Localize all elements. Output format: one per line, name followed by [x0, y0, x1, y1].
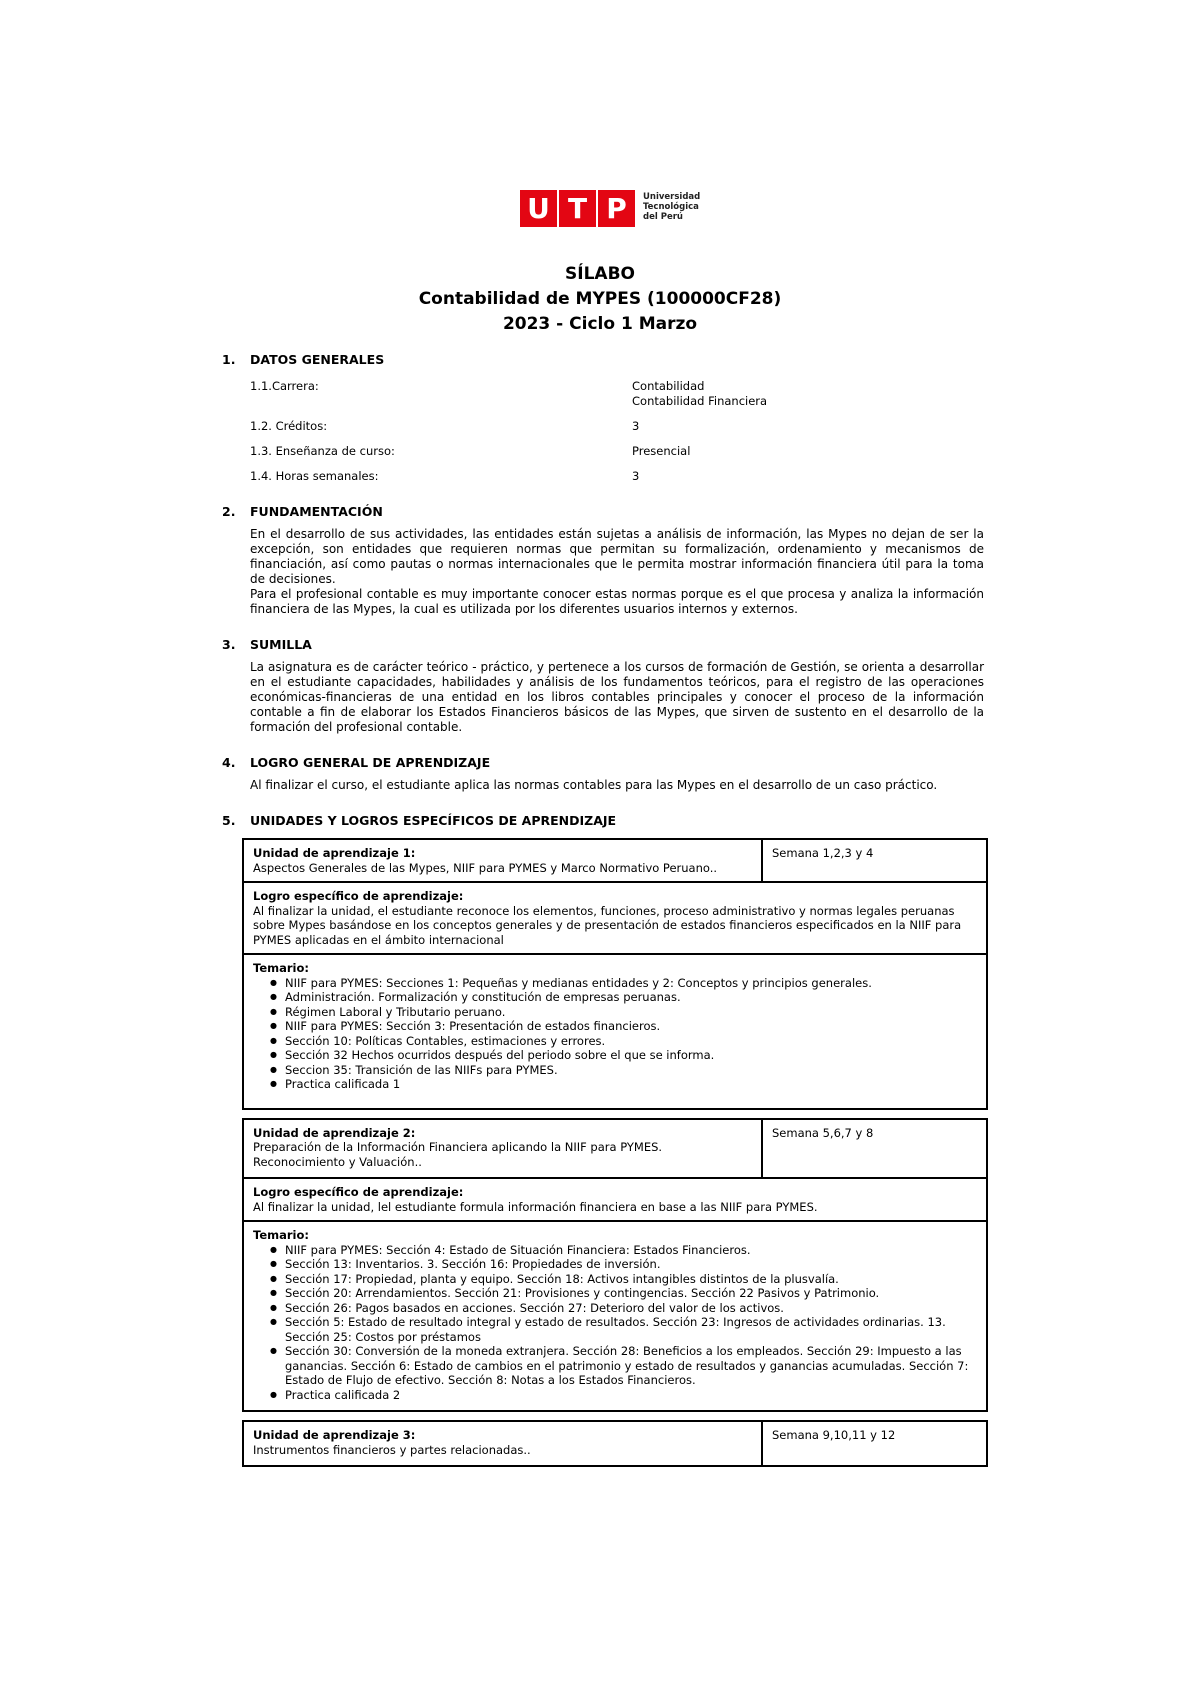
utp-logo	[520, 190, 700, 227]
logro-label: Logro específico de aprendizaje:	[253, 1185, 464, 1199]
section-number: 3.	[222, 637, 236, 652]
section-title: LOGRO GENERAL DE APRENDIZAJE	[250, 755, 491, 770]
logo-letter-p: P	[598, 190, 635, 227]
temario-item: ● Sección 10: Políticas Contables, estimaciones y errores.	[285, 1034, 978, 1049]
temario-item: ● Practica calificada 1	[285, 1077, 978, 1092]
row-value: 3	[632, 419, 640, 433]
career-value-2: Contabilidad Financiera	[632, 394, 768, 408]
section-datos-generales	[222, 352, 984, 484]
doc-title: SÍLABO	[565, 264, 635, 284]
unit-logro-cell	[244, 883, 986, 953]
row-value	[632, 379, 984, 409]
temario-item: ● Sección 13: Inventarios. 3. Sección 16: Propiedades de inversión.	[285, 1257, 978, 1272]
unit-temario-cell	[244, 1222, 986, 1410]
temario-item: ● NIIF para PYMES: Secciones 1: Pequeñas y medianas entidades y 2: Conceptos y principios generales.	[285, 976, 978, 991]
row-label: 1.4. Horas semanales:	[250, 469, 379, 483]
unit-temario-row	[244, 1222, 986, 1410]
temario-list	[253, 976, 978, 1092]
section-logro-general	[222, 755, 984, 793]
unit-description: Preparación de la Información Financiera aplicando la NIIF para PYMES.	[253, 1140, 663, 1154]
temario-item: ● Administración. Formalización y constitución de empresas peruanas.	[285, 990, 978, 1005]
section-paragraph: Al finalizar el curso, el estudiante aplica las normas contables para las Mypes en el desarrollo de un caso práctico.	[250, 778, 938, 792]
course-title: Contabilidad de MYPES (100000CF28)	[418, 289, 782, 309]
general-row-ensenanza	[250, 444, 984, 459]
unit-header-row	[244, 840, 986, 883]
unit-header-cell	[244, 1422, 763, 1465]
logo-letter-t: T	[559, 190, 596, 227]
unit-table-1	[242, 838, 988, 1110]
logo-sub-line-2: Tecnológica	[643, 202, 699, 212]
section-heading	[222, 637, 984, 652]
unit-weeks: Semana 9,10,11 y 12	[772, 1428, 896, 1442]
temario-item: ● Sección 30: Conversión de la moneda extranjera. Sección 28: Beneficios a los empleados. Sección 29: Impuesto a las ganancias. Sección 6: Estado de cambios en el patrimonio y estado de resultados y ganancias acumuladas. Sección 7: Estado de Flujo de efectivo. Sección 8: Notas a los Estados Financieros.	[285, 1344, 978, 1388]
temario-label: Temario:	[253, 961, 309, 975]
temario-item: ● Sección 5: Estado de resultado integral y estado de resultados. Sección 23: Ingresos de actividades ordinarias. 13. Sección 25: Costos por préstamos	[285, 1315, 978, 1344]
unit-label: Unidad de aprendizaje 3:	[253, 1428, 416, 1442]
unit-logro-row	[244, 883, 986, 955]
unit-label: Unidad de aprendizaje 1:	[253, 846, 416, 860]
general-row-carrera	[250, 379, 984, 409]
career-value: Contabilidad	[632, 379, 705, 393]
general-row-creditos	[250, 419, 984, 434]
general-data-table	[250, 379, 984, 484]
temario-item: ● Practica calificada 2	[285, 1388, 978, 1403]
row-label: 1.3. Enseñanza de curso:	[250, 444, 395, 458]
section-heading	[222, 813, 984, 828]
section-title: SUMILLA	[250, 637, 312, 652]
course-period: 2023 - Ciclo 1 Marzo	[502, 314, 698, 334]
unit-temario-cell	[244, 955, 986, 1108]
logro-text: Al finalizar la unidad, lel estudiante formula información financiera en base a las NIIF para PYMES.	[253, 1199, 818, 1214]
section-heading	[222, 504, 984, 519]
paragraph-2: Para el profesional contable es muy importante conocer estas normas porque es el que procesa y analiza la información financiera de las Mypes, la cual es utilizada por los diferentes usuarios internos y externos.	[250, 587, 984, 616]
unit-weeks: Semana 5,6,7 y 8	[772, 1125, 874, 1140]
document-header	[0, 262, 1200, 337]
temario-item: ● Seccion 35: Transición de las NIIFs para PYMES.	[285, 1063, 978, 1078]
section-heading	[222, 352, 984, 367]
temario-item: ● Sección 32 Hechos ocurridos después del periodo sobre el que se informa.	[285, 1048, 978, 1063]
temario-item: ● Régimen Laboral y Tributario peruano.	[285, 1005, 978, 1020]
section-unidades	[222, 813, 984, 1467]
unit-header-cell	[244, 1120, 763, 1178]
unit-logro-cell	[244, 1179, 986, 1220]
general-row-horas	[250, 469, 984, 484]
unit-description-2: Reconocimiento y Valuación..	[253, 1154, 422, 1169]
unit-weeks: Semana 1,2,3 y 4	[772, 846, 874, 860]
temario-item: ● NIIF para PYMES: Sección 3: Presentación de estados financieros.	[285, 1019, 978, 1034]
unit-temario-row	[244, 955, 986, 1108]
temario-label: Temario:	[253, 1228, 309, 1242]
temario-item: ● Sección 26: Pagos basados en acciones. Sección 27: Deterioro del valor de los activos.	[285, 1301, 978, 1316]
section-sumilla	[222, 637, 984, 735]
section-number: 5.	[222, 813, 236, 828]
logo-letter-u: U	[520, 190, 557, 227]
row-label: 1.1.Carrera:	[250, 379, 319, 393]
logo-sub-line-1: Universidad	[643, 192, 701, 202]
section-number: 1.	[222, 352, 236, 367]
unit-description: Aspectos Generales de las Mypes, NIIF para PYMES y Marco Normativo Peruano..	[253, 860, 718, 875]
paragraph-1: En el desarrollo de sus actividades, las entidades están sujetas a análisis de información, las Mypes no dejan de ser la excepción, son entidades que requieren normas que permitan su formalización, ordenamiento y mecanismos de financiación, así como pautas o normas internacionales que le permita mostrar información financiera útil para la toma de decisiones.	[250, 527, 984, 586]
row-label: 1.2. Créditos:	[250, 419, 328, 433]
section-number: 2.	[222, 504, 236, 519]
row-value: Presencial	[632, 444, 691, 458]
section-title: DATOS GENERALES	[250, 352, 385, 367]
unit-description: Instrumentos financieros y partes relacionadas..	[253, 1442, 531, 1457]
unit-table-2	[242, 1118, 988, 1413]
document-body	[222, 352, 984, 1467]
logro-text: Al finalizar la unidad, el estudiante reconoce los elementos, funciones, proceso administrativo y normas legales peruanas sobre Mypes basándose en los conceptos generales y de presentación de estados financieros especificados en la NIIF para PYMES aplicadas en el ámbito internacional	[253, 903, 962, 947]
logro-label: Logro específico de aprendizaje:	[253, 889, 464, 903]
temario-list	[253, 1243, 978, 1403]
section-title: FUNDAMENTACIÓN	[250, 504, 383, 519]
section-title: UNIDADES Y LOGROS ESPECÍFICOS DE APRENDIZAJE	[250, 813, 617, 828]
section-paragraph	[250, 527, 984, 617]
section-fundamentacion	[222, 504, 984, 617]
unit-table-3	[242, 1420, 988, 1467]
unit-logro-row	[244, 1179, 986, 1222]
section-heading	[222, 755, 984, 770]
temario-item: ● Sección 17: Propiedad, planta y equipo. Sección 18: Activos intangibles distintos de la plusvalía.	[285, 1272, 978, 1287]
temario-item: ● Sección 20: Arrendamientos. Sección 21: Provisiones y contingencias. Sección 22 Pasivos y Patrimonio.	[285, 1286, 978, 1301]
row-value: 3	[632, 469, 640, 483]
logo-sub-line-3: del Perú	[643, 212, 683, 222]
logo-subtitle	[643, 192, 700, 222]
unit-label: Unidad de aprendizaje 2:	[253, 1125, 416, 1140]
temario-item: ● NIIF para PYMES: Sección 4: Estado de Situación Financiera: Estados Financieros.	[285, 1243, 978, 1258]
unit-header-cell	[244, 840, 763, 881]
unit-header-row	[244, 1120, 986, 1180]
unit-header-row	[244, 1422, 986, 1465]
section-paragraph: La asignatura es de carácter teórico - práctico, y pertenece a los cursos de formación de Gestión, se orienta a desarrollar en el estudiante capacidades, habilidades y análisis de los fundamentos teóricos, para el registro de las operaciones económicas-financieras de una entidad en los libros contables principales y conocer el proceso de la información contable a fin de elaborar los Estados Financieros básicos de las Mypes, que sirven de sustento en el desarrollo de la formación del profesional contable.	[250, 660, 984, 734]
section-number: 4.	[222, 755, 236, 770]
